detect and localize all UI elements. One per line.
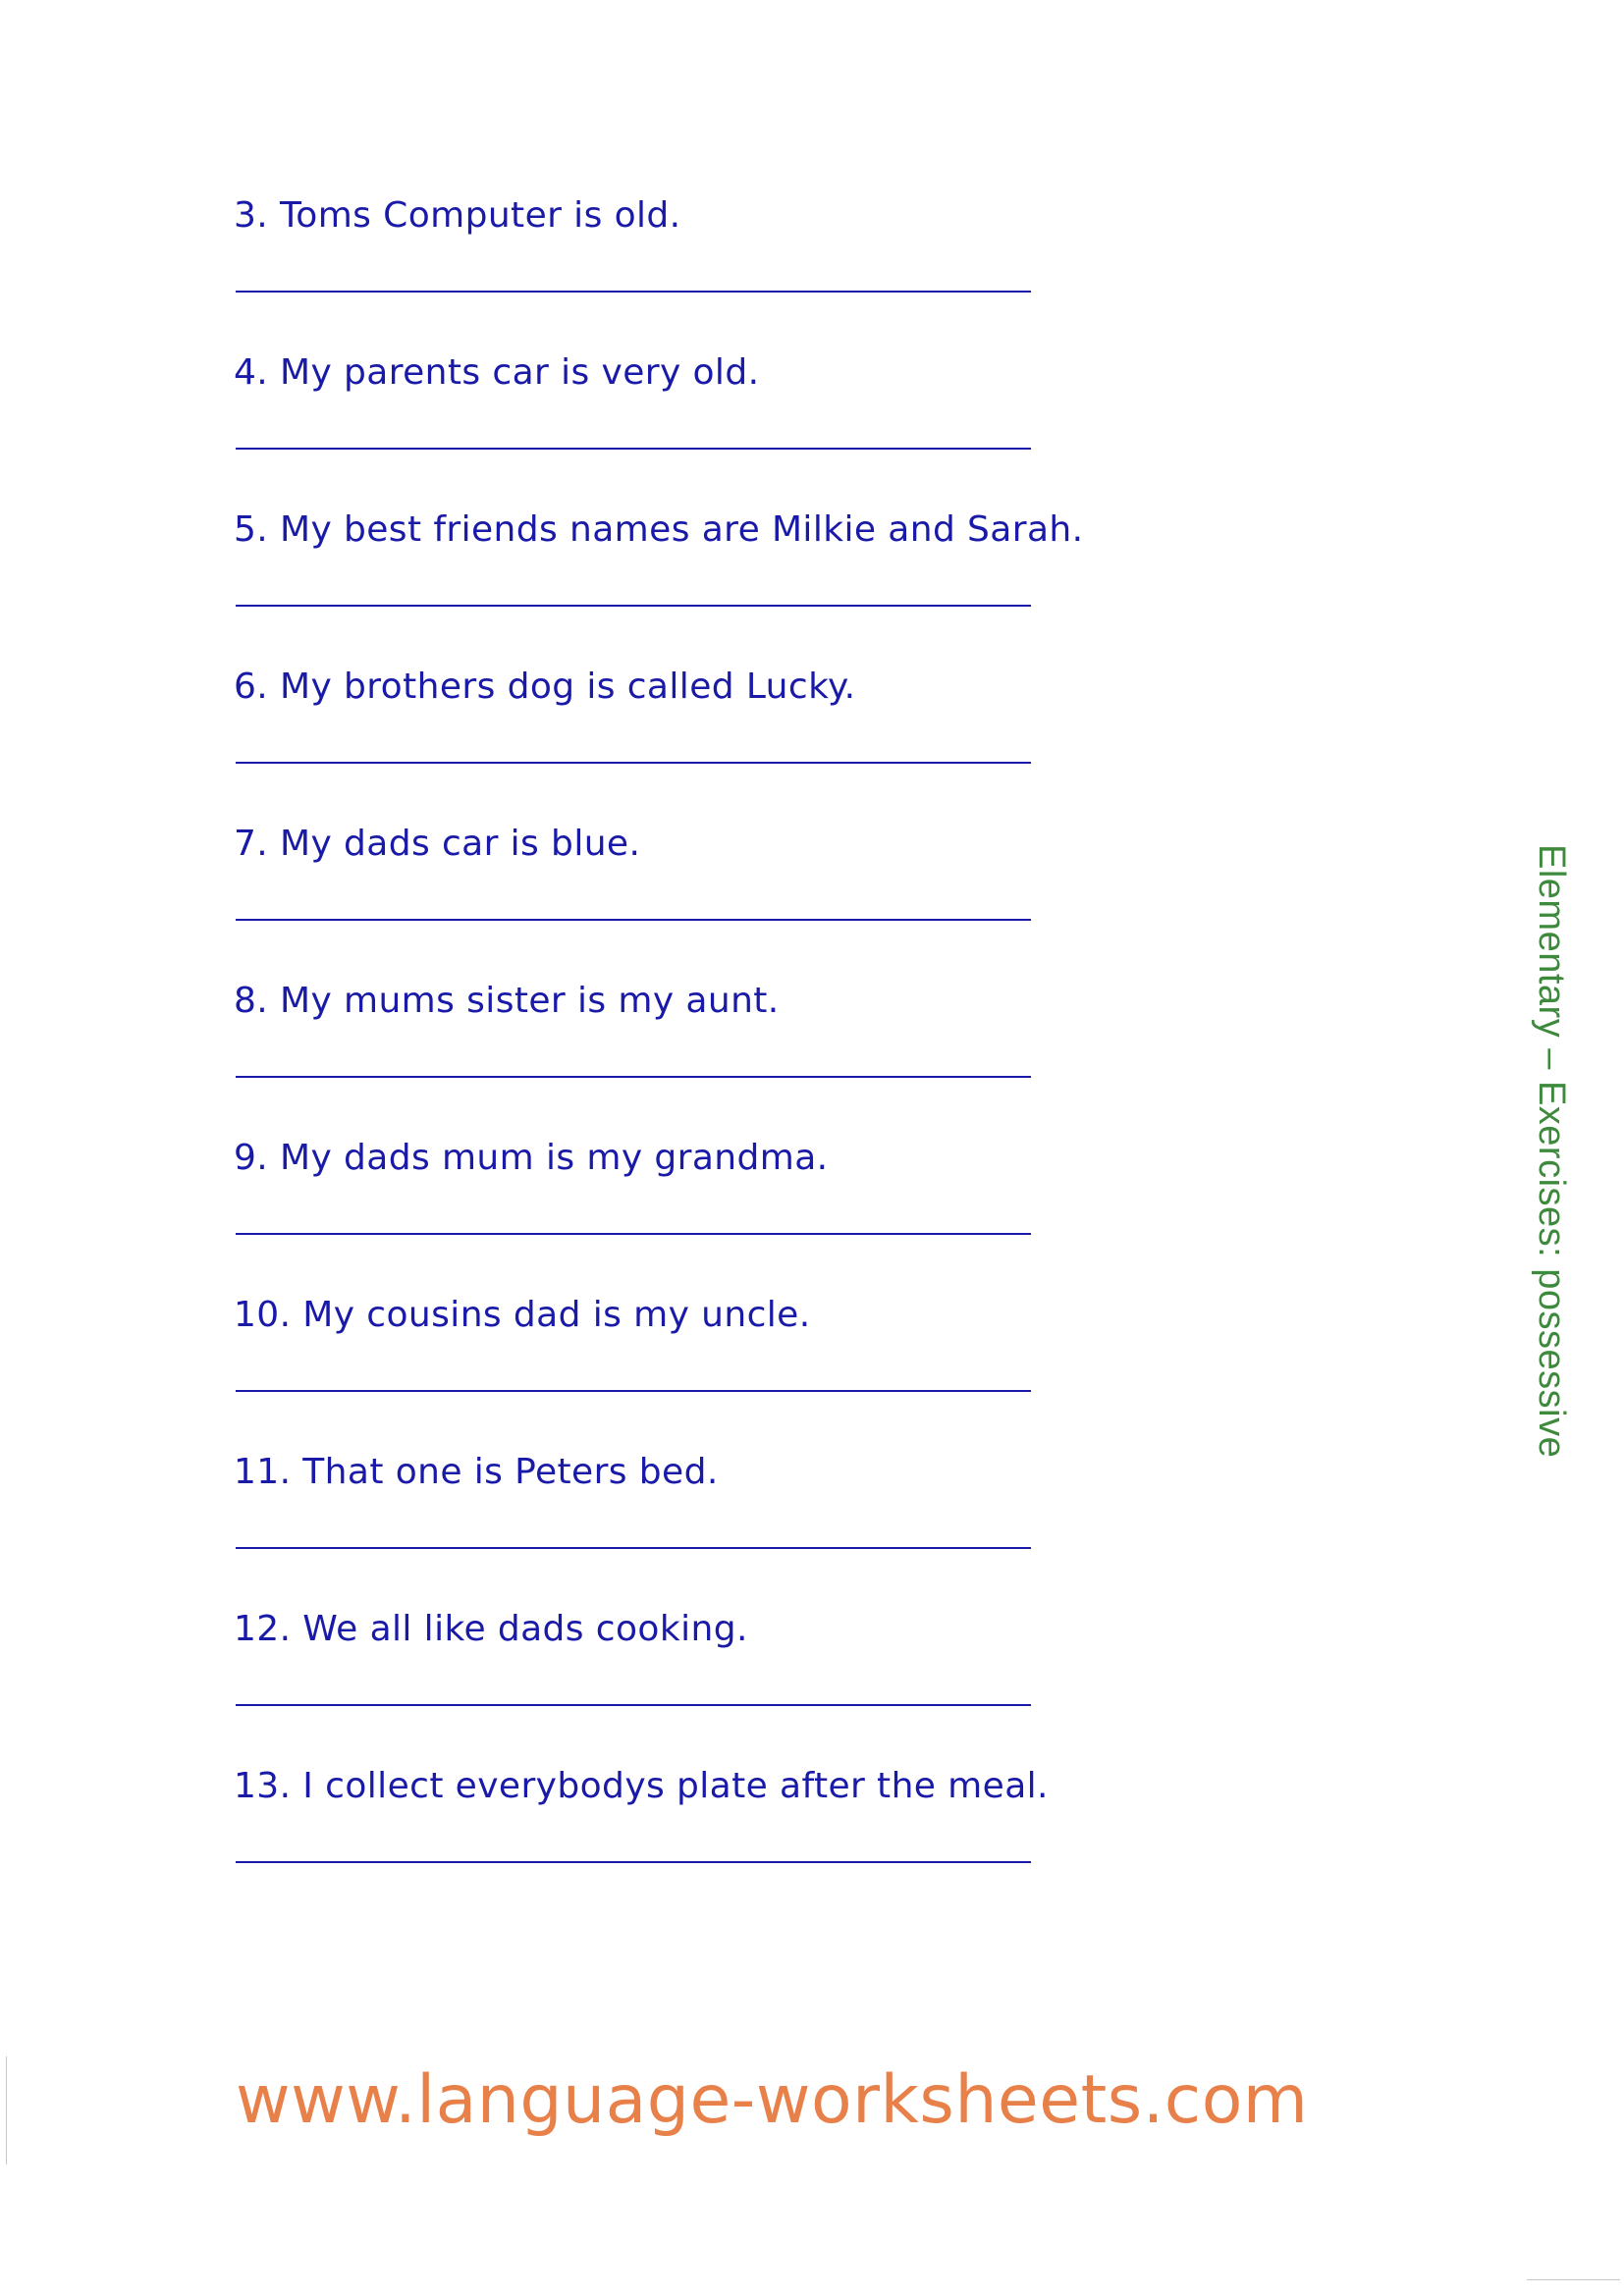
answer-line[interactable] [236,1233,1031,1235]
exercise-sentence: 6. My brothers dog is called Lucky. [234,667,856,707]
scan-edge-mark [6,2056,7,2164]
exercise-sentence: 3. Toms Computer is old. [234,195,681,236]
exercise-sentence: 8. My mums sister is my aunt. [234,981,780,1021]
side-category-label: Elementary – Exercises: possessive [1531,844,1572,1459]
scan-edge-mark [1527,2279,1620,2280]
exercise-item [234,508,1084,666]
exercise-item [234,823,1039,980]
exercise-item [234,1608,1039,1765]
answer-line[interactable] [236,291,1031,293]
exercise-sentence: 10. My cousins dad is my uncle. [234,1295,811,1335]
exercise-sentence: 5. My best friends names are Milkie and Sarah. [234,509,1084,550]
exercise-item [234,351,1039,508]
answer-line[interactable] [236,605,1031,607]
exercise-sentence: 11. That one is Peters bed. [234,1452,719,1492]
answer-line[interactable] [236,762,1031,764]
exercise-sentence: 9. My dads mum is my grandma. [234,1138,829,1178]
exercise-sentence: 7. My dads car is blue. [234,824,641,864]
answer-line[interactable] [236,1704,1031,1706]
exercise-sentence: 4. My parents car is very old. [234,352,760,393]
exercise-item [234,194,1039,351]
answer-line[interactable] [236,1076,1031,1078]
footer-website-url: www.language-worksheets.com [236,2061,1309,2139]
exercise-item [234,1294,1039,1451]
exercise-sentence: 12. We all like dads cooking. [234,1609,748,1649]
answer-line[interactable] [236,1547,1031,1549]
exercise-item [234,666,1039,823]
exercise-item [234,1765,1049,1922]
answer-line[interactable] [236,919,1031,921]
exercise-item [234,1451,1039,1608]
exercise-sentence: 13. I collect everybodys plate after the meal. [234,1766,1049,1806]
exercise-item [234,1137,1039,1294]
answer-line[interactable] [236,448,1031,450]
answer-line[interactable] [236,1861,1031,1863]
answer-line[interactable] [236,1390,1031,1392]
exercise-item [234,980,1039,1137]
